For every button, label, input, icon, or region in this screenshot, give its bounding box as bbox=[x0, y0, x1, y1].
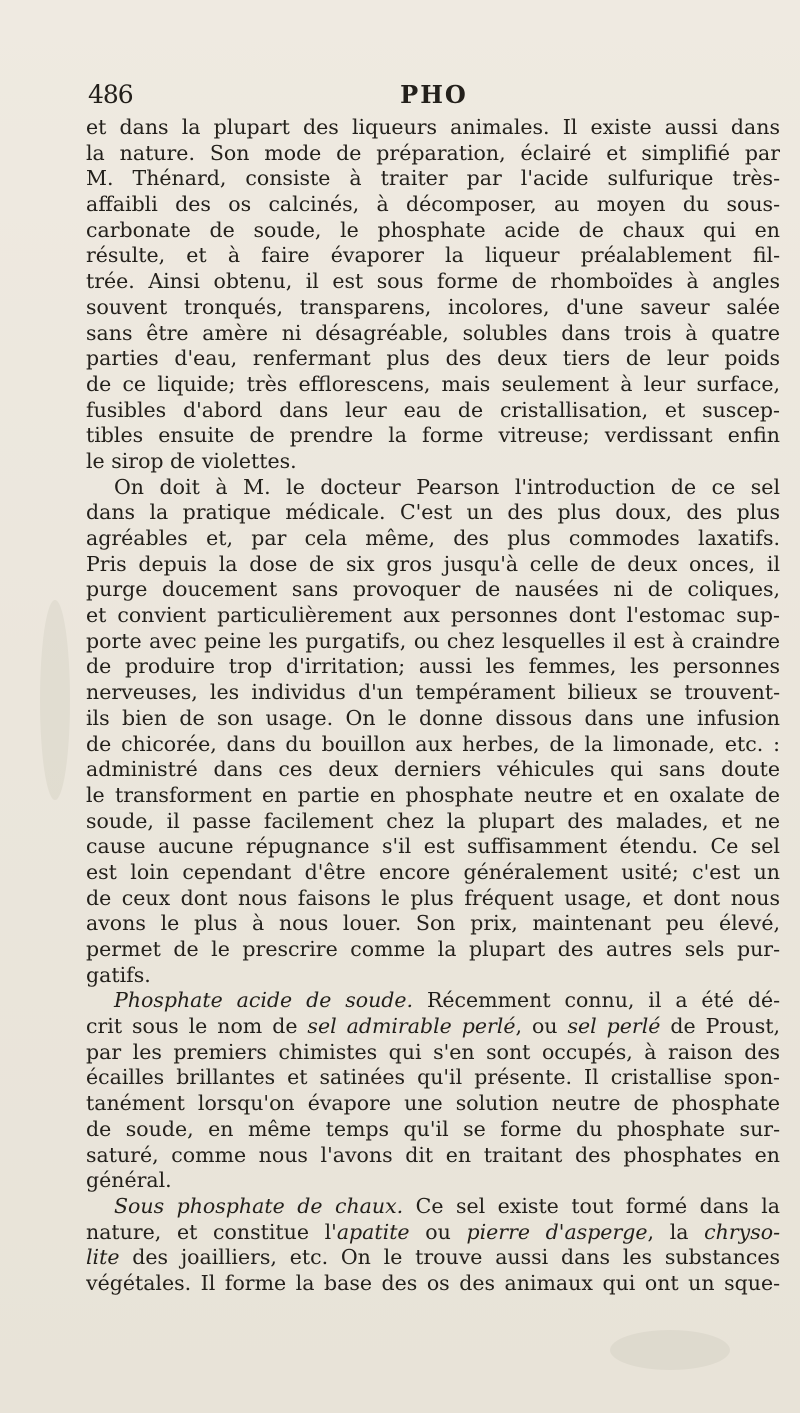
text-line: de ce liquide; très efflorescens, mais seulement à leur surface, bbox=[86, 371, 780, 396]
italic-segment: Sous phosphate de chaux. bbox=[114, 1193, 404, 1218]
text-line: avons le plus à nous louer. Son prix, maintenant peu élevé, bbox=[86, 911, 780, 936]
text-line: de ceux dont nous faisons le plus fréquent usage, et dont nous bbox=[86, 885, 780, 910]
text-line: permet de le prescrire comme la plupart des autres sels pur- bbox=[86, 937, 780, 961]
body-text bbox=[86, 115, 780, 1297]
text-line: la nature. Son mode de préparation, éclairé et simplifié par bbox=[86, 140, 780, 165]
text-segment: de Proust, bbox=[660, 1014, 780, 1039]
text-segment: des joailliers, etc. On le trouve aussi dans les substances bbox=[119, 1245, 780, 1270]
text-line: de soude, en même temps qu'il se forme du phosphate sur- bbox=[86, 1116, 780, 1141]
text-line: par les premiers chimistes qui s'en sont occupés, à raison des bbox=[86, 1039, 780, 1064]
text-line: nerveuses, les individus d'un tempérament bilieux se trouvent- bbox=[86, 680, 780, 705]
text-line: fusibles d'abord dans leur eau de cristallisation, et suscep- bbox=[86, 397, 780, 422]
italic-segment: apatite bbox=[336, 1219, 410, 1244]
text-segment: Récemment connu, il a été dé- bbox=[413, 988, 780, 1013]
text-line: tibles ensuite de prendre la forme vitreuse; verdissant enfin bbox=[86, 423, 780, 448]
text-segment: , la bbox=[647, 1219, 705, 1244]
text-segment: Ce sel existe tout formé dans la bbox=[403, 1193, 780, 1218]
text-line: parties d'eau, renfermant plus des deux tiers de leur poids bbox=[86, 346, 780, 371]
text-line: sans être amère ni désagréable, solubles dans trois à quatre bbox=[86, 320, 780, 345]
text-line: purge doucement sans provoquer de nausées ni de coliques, bbox=[86, 577, 780, 602]
italic-segment: Phosphate acide de soude. bbox=[114, 988, 414, 1013]
text-line: dans la pratique médicale. C'est un des plus doux, des plus bbox=[86, 500, 780, 525]
italic-segment: sel admirable perlé bbox=[307, 1014, 516, 1039]
text-line: écailles brillantes et satinées qu'il présente. Il cristallise spon- bbox=[86, 1065, 780, 1090]
text-line bbox=[86, 1014, 780, 1040]
italic-segment: pierre d'asperge bbox=[466, 1219, 648, 1244]
text-line: saturé, comme nous l'avons dit en traitant des phosphates en bbox=[86, 1142, 780, 1167]
italic-segment: chryso- bbox=[704, 1219, 780, 1244]
text-line: général. bbox=[86, 1168, 172, 1193]
text-line: et convient particulièrement aux personnes dont l'estomac sup- bbox=[86, 603, 780, 628]
text-line bbox=[86, 1194, 780, 1220]
text-line: porte avec peine les purgatifs, ou chez lesquelles il est à craindre bbox=[86, 628, 780, 653]
text-line: et dans la plupart des liqueurs animales. Il existe aussi dans bbox=[86, 115, 780, 139]
page-number: 486 bbox=[88, 80, 133, 109]
text-segment: nature, et constitue l' bbox=[86, 1219, 337, 1244]
italic-segment: sel perlé bbox=[567, 1014, 661, 1039]
text-line: On doit à M. le docteur Pearson l'introduction de ce sel bbox=[114, 474, 780, 499]
text-line: résulte, et à faire évaporer la liqueur préalablement fil- bbox=[86, 243, 780, 268]
text-line: Pris depuis la dose de six gros jusqu'à celle de deux onces, il bbox=[86, 551, 780, 576]
paper-stain bbox=[40, 600, 70, 800]
italic-segment: lite bbox=[86, 1245, 120, 1270]
text-line bbox=[86, 988, 780, 1014]
text-line: agréables et, par cela même, des plus commodes laxatifs. bbox=[86, 526, 780, 550]
text-segment: crit sous le nom de bbox=[86, 1014, 308, 1039]
text-segment: , ou bbox=[515, 1014, 568, 1039]
text-line: le transforment en partie en phosphate neutre et en oxalate de bbox=[86, 782, 780, 807]
text-line: ils bien de son usage. On le donne dissous dans une infusion bbox=[86, 705, 780, 730]
text-line: tanément lorsqu'on évapore une solution neutre de phosphate bbox=[86, 1091, 780, 1116]
text-line: M. Thénard, consiste à traiter par l'acide sulfurique très- bbox=[86, 166, 780, 191]
running-head: PHO bbox=[400, 80, 468, 109]
text-line: affaibli des os calcinés, à décomposer, au moyen du sous- bbox=[86, 192, 780, 217]
text-line: le sirop de violettes. bbox=[86, 448, 297, 473]
paper-stain bbox=[610, 1330, 730, 1370]
text-line: de chicorée, dans du bouillon aux herbes, de la limonade, etc. : bbox=[86, 731, 780, 756]
text-line: gatifs. bbox=[86, 962, 151, 987]
text-line bbox=[86, 1245, 780, 1271]
text-segment: ou bbox=[409, 1219, 467, 1244]
text-line: soude, il passe facilement chez la plupart des malades, et ne bbox=[86, 808, 780, 833]
text-line: cause aucune répugnance s'il est suffisamment étendu. Ce sel bbox=[86, 834, 780, 859]
text-line bbox=[86, 1220, 780, 1246]
text-line: est loin cependant d'être encore généralement usité; c'est un bbox=[86, 859, 780, 884]
text-line: carbonate de soude, le phosphate acide de chaux qui en bbox=[86, 217, 780, 242]
text-line: de produire trop d'irritation; aussi les femmes, les personnes bbox=[86, 654, 780, 679]
text-line: souvent tronqués, transparens, incolores, d'une saveur salée bbox=[86, 294, 780, 319]
page-header bbox=[88, 80, 780, 114]
text-line: trée. Ainsi obtenu, il est sous forme de rhomboïdes à angles bbox=[86, 269, 780, 294]
text-line: végétales. Il forme la base des os des animaux qui ont un sque- bbox=[86, 1270, 780, 1295]
text-line: administré dans ces deux derniers véhicules qui sans doute bbox=[86, 757, 780, 782]
